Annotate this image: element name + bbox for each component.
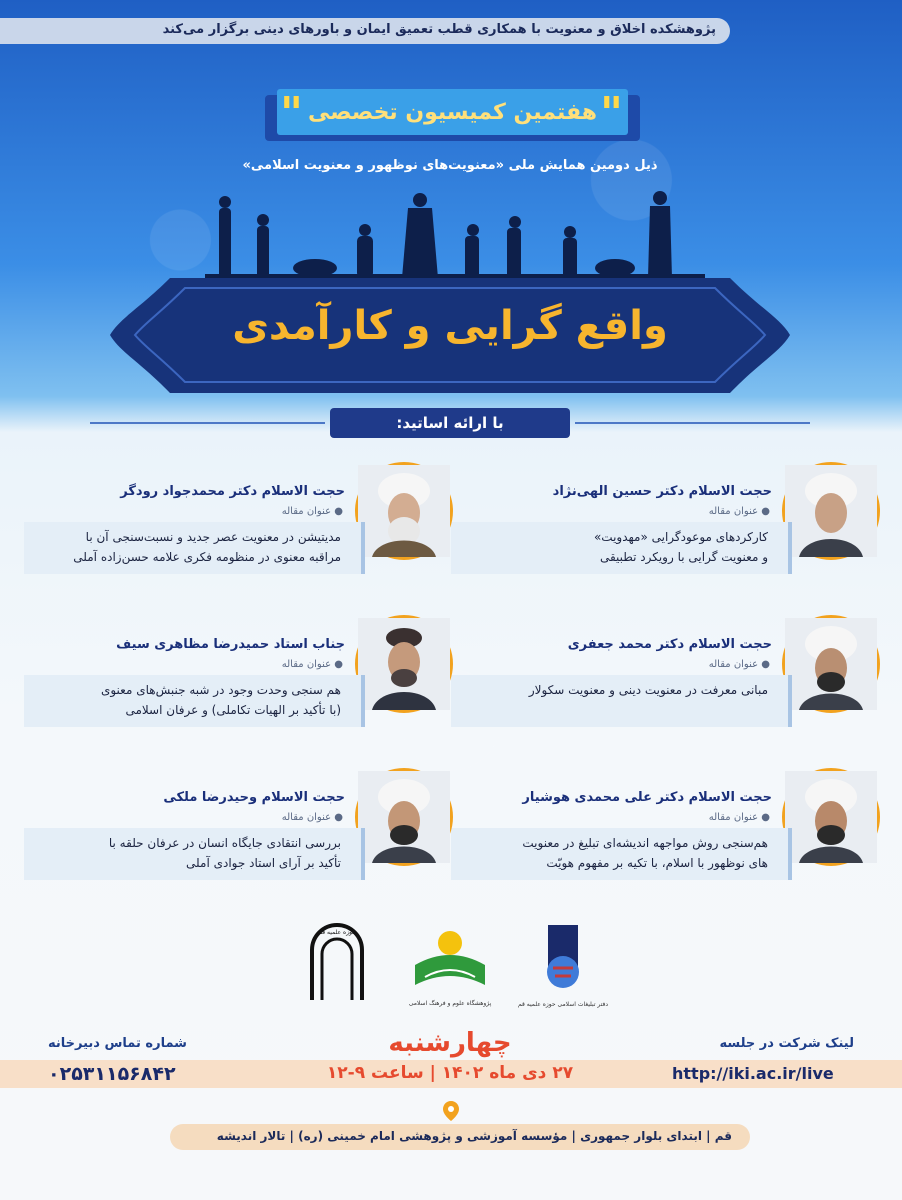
article-title-line2: (با تأکید بر الهیات تکاملی) و عرفان اسلامی (125, 703, 341, 717)
divider-right (575, 422, 810, 424)
speaker-card (28, 768, 453, 883)
speaker-photo (355, 462, 453, 560)
day-label: چهارشنبه (388, 1028, 512, 1058)
article-title-line2: تأکید بر آرای استاد جوادی آملی (186, 856, 341, 870)
address-text: قم | ابتدای بلوار جمهوری | مؤسسه آموزشی و پژوهشی امام خمینی (ره) | تالار اندیشه (216, 1129, 732, 1143)
article-box (24, 828, 365, 880)
location-pin-icon (442, 1100, 460, 1122)
speaker-name: حجت الاسلام دکتر محمدجواد رودگر (120, 484, 345, 499)
divider-left (90, 422, 325, 424)
session-link[interactable]: http://iki.ac.ir/live (672, 1064, 834, 1083)
research-institute-logo (405, 925, 495, 1010)
article-title-line1: هم سنجی وحدت وجود در شبه جنبش‌های معنوی (100, 683, 341, 697)
speaker-photo (782, 615, 880, 713)
presenters-label: با ارائه اساتید: (396, 414, 504, 432)
article-box (24, 522, 365, 574)
article-title-line1: بررسی انتقادی جایگاه انسان در عرفان حلقه با (108, 836, 341, 850)
article-title-line2: های نوظهور با اسلام، با تکیه بر مفهوم هویّت (546, 856, 768, 870)
article-label: ● عنوان مقاله (281, 812, 343, 823)
speaker-name: حجت الاسلام دکتر حسین الهی‌نژاد (552, 484, 772, 499)
seminary-logo (300, 920, 375, 1010)
svg-text:دفتر تبلیغات اسلامی حوزه علمیه: دفتر تبلیغات اسلامی حوزه علمیه قم (517, 1001, 609, 1008)
speaker-photo (355, 615, 453, 713)
article-label: ● عنوان مقاله (708, 812, 770, 823)
commission-box (265, 95, 640, 141)
article-box (24, 675, 365, 727)
conference-subtitle: ذیل دومین همایش ملی «معنویت‌های نوظهور و معنویت اسلامی» (242, 158, 658, 173)
speaker-name: حجت الاسلام وحیدرضا ملکی (163, 790, 345, 805)
speaker-card (455, 615, 880, 730)
article-box (451, 828, 792, 880)
article-label: ● عنوان مقاله (708, 506, 770, 517)
presenters-heading (330, 408, 570, 438)
logos-row (0, 920, 902, 1020)
svg-text:پژوهشگاه علوم و فرهنگ اسلامی: پژوهشگاه علوم و فرهنگ اسلامی (408, 1000, 492, 1007)
topic-title: واقع گرایی و کارآمدی (232, 303, 668, 349)
speaker-photo (782, 462, 880, 560)
organizers-bar (0, 18, 730, 44)
speaker-name: حجت الاسلام دکتر علی محمدی هوشیار (522, 790, 772, 805)
speaker-card (28, 462, 453, 577)
quote-open-icon: " (280, 88, 303, 139)
article-label: ● عنوان مقاله (281, 659, 343, 670)
article-label: ● عنوان مقاله (281, 506, 343, 517)
article-box (451, 675, 792, 727)
article-title-line2: و معنویت گرایی با رویکرد تطبیقی (599, 550, 768, 564)
article-title-line1: هم‌سنجی روش مواجهه اندیشه‌ای تبلیغ در معنویت (522, 836, 768, 850)
link-label: لینک شرکت در جلسه (719, 1036, 854, 1051)
article-box (451, 522, 792, 574)
article-title-line1: مبانی معرفت در معنویت دینی و معنویت سکولار (528, 683, 768, 697)
phone-label: شماره تماس دبیرخانه (48, 1036, 187, 1051)
speaker-card (455, 768, 880, 883)
article-title-line2: مراقبه معنوی در منظومه فکری علامه حسن‌زاده آملی (73, 550, 341, 564)
commission-title: هفتمین کمیسیون تخصصی (307, 99, 598, 125)
organizers-text: پژوهشکده اخلاق و معنویت با همکاری قطب تعمیق ایمان و باورهای دینی برگزار می‌کند (162, 22, 716, 37)
address-bar (170, 1124, 750, 1150)
speaker-card (28, 615, 453, 730)
phone-number: ۰۲۵۳۱۱۵۶۸۴۲ (48, 1063, 176, 1085)
speaker-photo (782, 768, 880, 866)
worshippers-silhouette (205, 190, 705, 280)
speaker-photo (355, 768, 453, 866)
speaker-name: حجت الاسلام دکتر محمد جعفری (567, 637, 772, 652)
speaker-card (455, 462, 880, 577)
article-label: ● عنوان مقاله (708, 659, 770, 670)
quote-close-icon: " (600, 88, 623, 139)
svg-text:حوزه علمیه قم: حوزه علمیه قم (318, 929, 356, 936)
article-title-line1: مدیتیشن در معنویت عصر جدید و نسبت‌سنجی آن با (85, 530, 341, 544)
islamic-propagation-office-logo (517, 920, 609, 1010)
article-title-line1: کارکردهای موعودگرایی «مهدویت» (593, 530, 768, 544)
date-time: ۲۷ دی ماه ۱۴۰۲ | ساعت ۹-۱۲ (326, 1063, 574, 1083)
speaker-name: جناب استاد حمیدرضا مظاهری سیف (116, 637, 345, 652)
